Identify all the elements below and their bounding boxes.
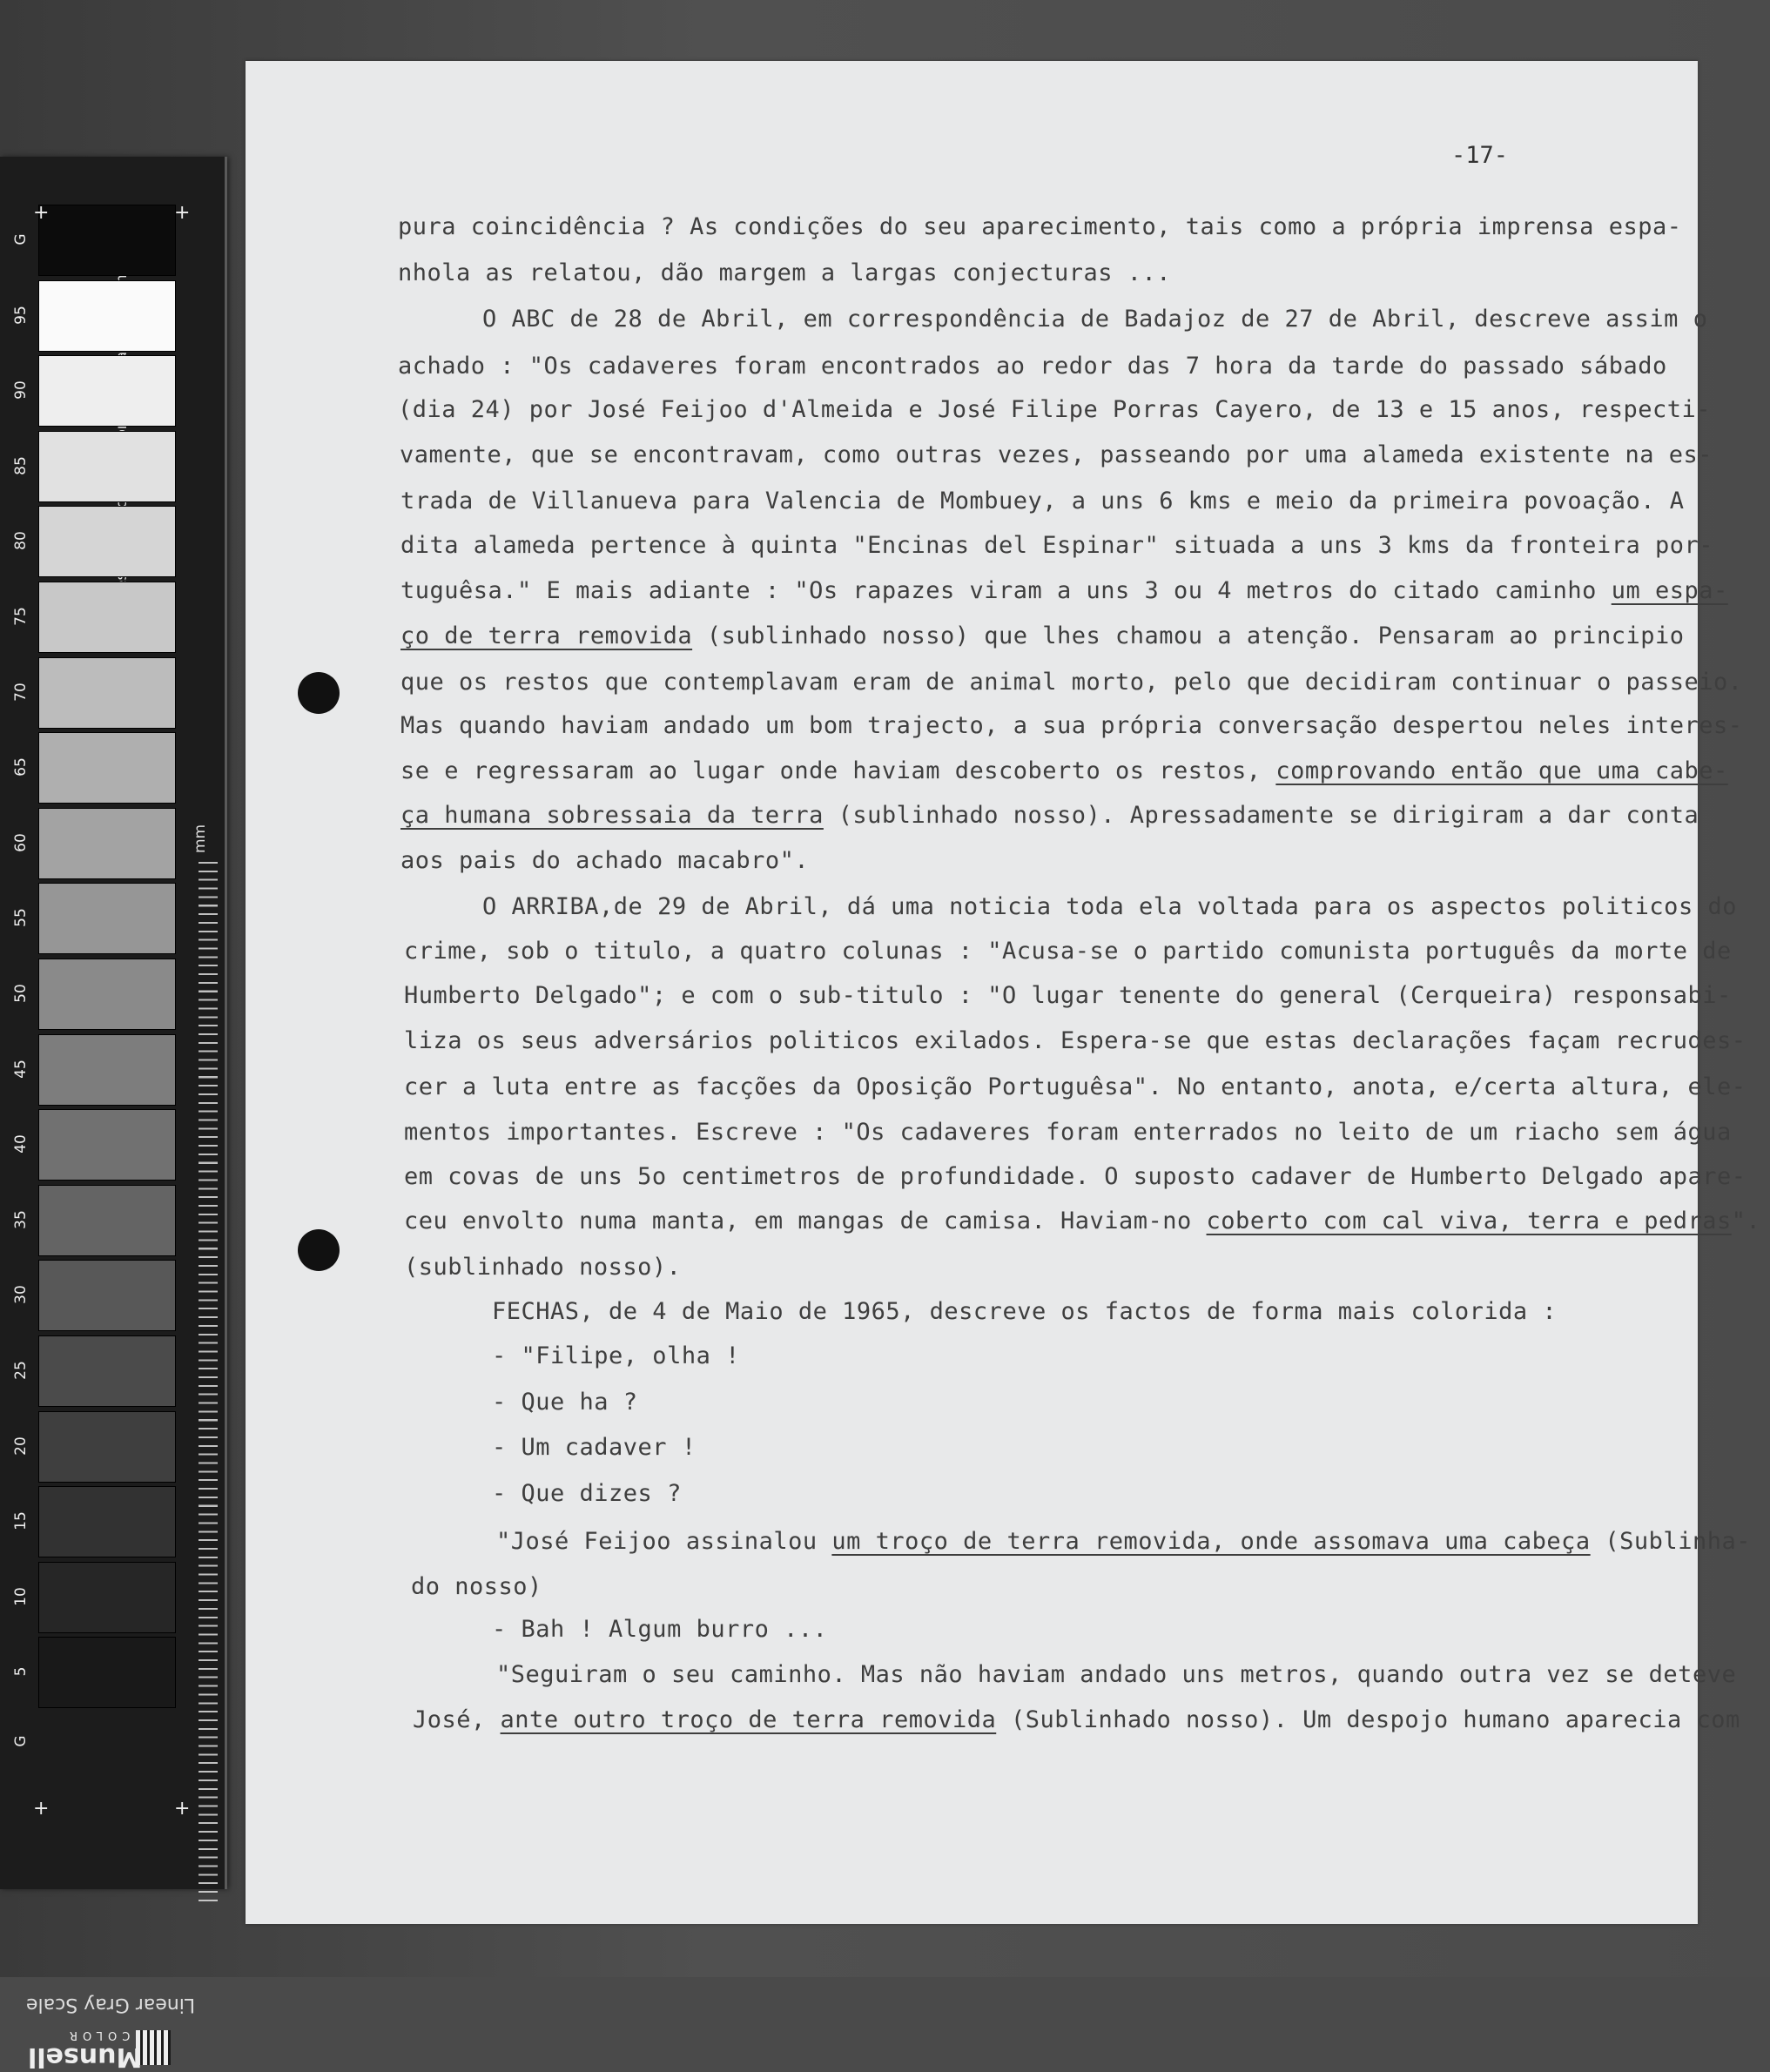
typed-line: [400, 669, 1743, 696]
gray-patch: [38, 582, 176, 653]
line-text: - Bah ! Algum burro ...: [492, 1616, 828, 1643]
typed-line: [400, 802, 1699, 829]
scale-label: 10: [12, 1586, 30, 1606]
line-text: Mas quando haviam andado um bom trajecto, a sua própria conversação despertou neles interes-: [400, 712, 1743, 739]
typed-page: [246, 61, 1761, 1924]
line-text: (sublinhado nosso).: [404, 1254, 682, 1281]
line-text: dita alameda pertence à quinta "Encinas del Espinar" situada a uns 3 kms da fronteira por-: [400, 532, 1713, 559]
line-text: (Sublinhado nosso). Um despojo humano aparecia com: [996, 1706, 1740, 1733]
underlined-text: coberto com cal viva, terra e pedras: [1206, 1208, 1732, 1234]
line-text: "Seguiram o seu caminho. Mas não haviam andado uns metros, quando outra vez se deteve: [496, 1661, 1737, 1688]
line-text: crime, sob o titulo, a quatro colunas : "Acusa-se o partido comunista português da morte de: [404, 938, 1732, 965]
typed-line: [400, 577, 1728, 604]
scale-label: 45: [12, 1059, 30, 1079]
typed-line: [400, 532, 1713, 559]
line-text: José,: [413, 1706, 501, 1733]
underlined-text: ço de terra removida: [400, 622, 693, 649]
gray-patch: [38, 657, 176, 729]
typed-line: [404, 1027, 1746, 1054]
line-text: mentos importantes. Escreve : "Os cadaveres foram enterrados no leito de um riacho sem água: [404, 1119, 1732, 1146]
typed-line: [496, 1661, 1736, 1688]
gray-patch: [38, 1637, 176, 1708]
gray-patch: [38, 732, 176, 804]
line-text: (sublinhado nosso) que lhes chamou a atenção. Pensaram ao principio: [692, 622, 1685, 649]
typed-line: [404, 1208, 1760, 1234]
line-text: - "Filipe, olha !: [492, 1342, 740, 1369]
gray-patch: [38, 1109, 176, 1181]
page-number: -17-: [1451, 142, 1509, 169]
scale-label: 5: [12, 1666, 30, 1677]
scale-label: 80: [12, 531, 30, 551]
scale-label: 70: [12, 682, 30, 702]
underlined-text: ante outro troço de terra removida: [500, 1706, 997, 1733]
typed-line: [400, 622, 1684, 649]
typed-line: [404, 938, 1732, 965]
gray-patch: [38, 506, 176, 577]
gray-patch: [38, 205, 176, 276]
line-text: trada de Villanueva para Valencia de Mombuey, a uns 6 kms e meio da primeira povoação. A: [400, 488, 1685, 515]
scale-label: 50: [12, 984, 30, 1003]
gray-patch: [38, 431, 176, 502]
line-text: ceu envolto numa manta, em mangas de camisa. Haviam-no: [404, 1208, 1207, 1234]
scale-label: 90: [12, 380, 30, 400]
scale-label: 55: [12, 908, 30, 928]
line-text: tuguêsa." E mais adiante : "Os rapazes viram a uns 3 ou 4 metros do citado caminho: [400, 577, 1612, 604]
line-text: - Que dizes ?: [492, 1480, 682, 1507]
typed-line: [496, 1528, 1751, 1555]
line-text: FECHAS, de 4 de Maio de 1965, descreve os factos de forma mais colorida :: [492, 1298, 1558, 1325]
typed-line: [492, 1480, 682, 1507]
scale-brand-sub: COLOR: [64, 2028, 131, 2042]
line-text: achado : "Os cadaveres foram encontrados ao redor das 7 hora da tarde do passado sábado: [398, 353, 1667, 380]
line-text: se e regressaram ao lugar onde haviam descoberto os restos,: [400, 757, 1276, 784]
gray-scale-card: [0, 157, 227, 2072]
line-text: O ABC de 28 de Abril, em correspondência de Badajoz de 27 de Abril, descreve assim o: [482, 306, 1708, 333]
typed-line: [492, 1434, 697, 1461]
gray-patch: [38, 808, 176, 879]
typed-line: [404, 1119, 1732, 1146]
underlined-text: um troço de terra removida, onde assomava uma cabeça: [831, 1528, 1591, 1555]
scale-label: 20: [12, 1436, 30, 1456]
scale-unit-label: mm: [192, 824, 209, 853]
line-text: do nosso): [411, 1573, 542, 1600]
typed-line: [400, 757, 1728, 784]
typed-line: [404, 1254, 681, 1281]
gray-patch: [38, 1034, 176, 1106]
line-text: em covas de uns 5o centimetros de profundidade. O suposto cadaver de Humberto Delgado apare-: [404, 1163, 1746, 1190]
scale-label: 65: [12, 757, 30, 777]
typed-line: [482, 893, 1737, 920]
scale-label: 40: [12, 1134, 30, 1154]
scale-label: 85: [12, 455, 30, 475]
scale-label: 35: [12, 1209, 30, 1229]
typed-line: [404, 1163, 1746, 1190]
gray-patch: [38, 1185, 176, 1256]
scale-label: G: [12, 233, 30, 246]
registration-mark-icon: +: [174, 202, 191, 224]
gray-patch: [38, 280, 176, 352]
gray-patch: [38, 1335, 176, 1407]
line-text: Humberto Delgado"; e com o sub-titulo : "O lugar tenente do general (Cerqueira) responsabi-: [404, 982, 1732, 1009]
typed-line: [398, 213, 1681, 240]
underlined-text: um espa-: [1611, 577, 1728, 604]
typed-line: [482, 306, 1707, 333]
typed-line: [400, 712, 1743, 739]
scale-title: Linear Gray Scale: [26, 1994, 196, 2015]
scale-label: 25: [12, 1361, 30, 1380]
registration-mark-icon: +: [33, 1798, 50, 1820]
gray-patch: [38, 1411, 176, 1483]
line-text: nhola as relatou, dão margem a largas conjecturas ...: [398, 259, 1172, 286]
gray-patch: [38, 883, 176, 954]
line-text: que os restos que contemplavam eram de animal morto, pelo que decidiram continuar o passeio.: [400, 669, 1743, 696]
line-text: ".: [1731, 1208, 1761, 1234]
underlined-text: ça humana sobressaia da terra: [400, 802, 824, 829]
typed-line: [400, 847, 809, 874]
scale-label: 95: [12, 305, 30, 325]
line-text: aos pais do achado macabro".: [400, 847, 810, 874]
typed-line: [398, 396, 1711, 423]
line-text: - Que ha ?: [492, 1389, 638, 1416]
scale-brand: Munsell: [28, 2042, 143, 2072]
typed-line: [404, 982, 1732, 1009]
mm-ruler: [199, 862, 218, 1902]
punch-hole: [298, 1229, 340, 1271]
typed-line: [411, 1573, 542, 1600]
typed-line: [398, 353, 1667, 380]
typed-line: [492, 1298, 1557, 1325]
line-text: O ARRIBA,de 29 de Abril, dá uma noticia toda ela voltada para os aspectos politicos do: [482, 893, 1737, 920]
punch-hole: [298, 672, 340, 714]
scale-label: 30: [12, 1285, 30, 1305]
line-text: - Um cadaver !: [492, 1434, 697, 1461]
line-text: liza os seus adversários politicos exilados. Espera-se que estas declarações façam recrudes-: [404, 1027, 1746, 1054]
scale-label: 15: [12, 1511, 30, 1531]
gray-patch: [38, 1562, 176, 1633]
scale-label: 60: [12, 832, 30, 852]
typed-line: [404, 1073, 1746, 1100]
typed-line: [492, 1616, 827, 1643]
scale-label: G: [12, 1735, 30, 1747]
typed-line: [398, 259, 1171, 286]
underlined-text: comprovando então que uma cabe-: [1275, 757, 1728, 784]
typed-line: [492, 1342, 740, 1369]
registration-mark-icon: +: [174, 1798, 191, 1820]
line-text: pura coincidência ? As condições do seu aparecimento, tais como a própria imprensa espa-: [398, 213, 1682, 240]
line-text: (Sublinha-: [1590, 1528, 1751, 1555]
line-text: vamente, que se encontravam, como outras vezes, passeando por uma alameda existente na es-: [400, 441, 1713, 468]
typed-line: [413, 1706, 1740, 1733]
typed-line: [400, 488, 1684, 515]
gray-patch: [38, 1260, 176, 1331]
gray-patch: [38, 1486, 176, 1557]
registration-mark-icon: +: [33, 202, 50, 224]
scale-label: 75: [12, 607, 30, 626]
typed-line: [400, 441, 1713, 468]
gray-patch: [38, 959, 176, 1030]
typed-line: [492, 1389, 638, 1416]
line-text: cer a luta entre as facções da Oposição Portuguêsa". No entanto, anota, e/certa altura, ele-: [404, 1073, 1746, 1100]
line-text: (sublinhado nosso). Apressadamente se dirigiram a dar conta: [823, 802, 1699, 829]
gray-patch: [38, 355, 176, 427]
line-text: "José Feijoo assinalou: [496, 1528, 832, 1555]
line-text: (dia 24) por José Feijoo d'Almeida e José Filipe Porras Cayero, de 13 e 15 anos, respecti-: [398, 396, 1711, 423]
